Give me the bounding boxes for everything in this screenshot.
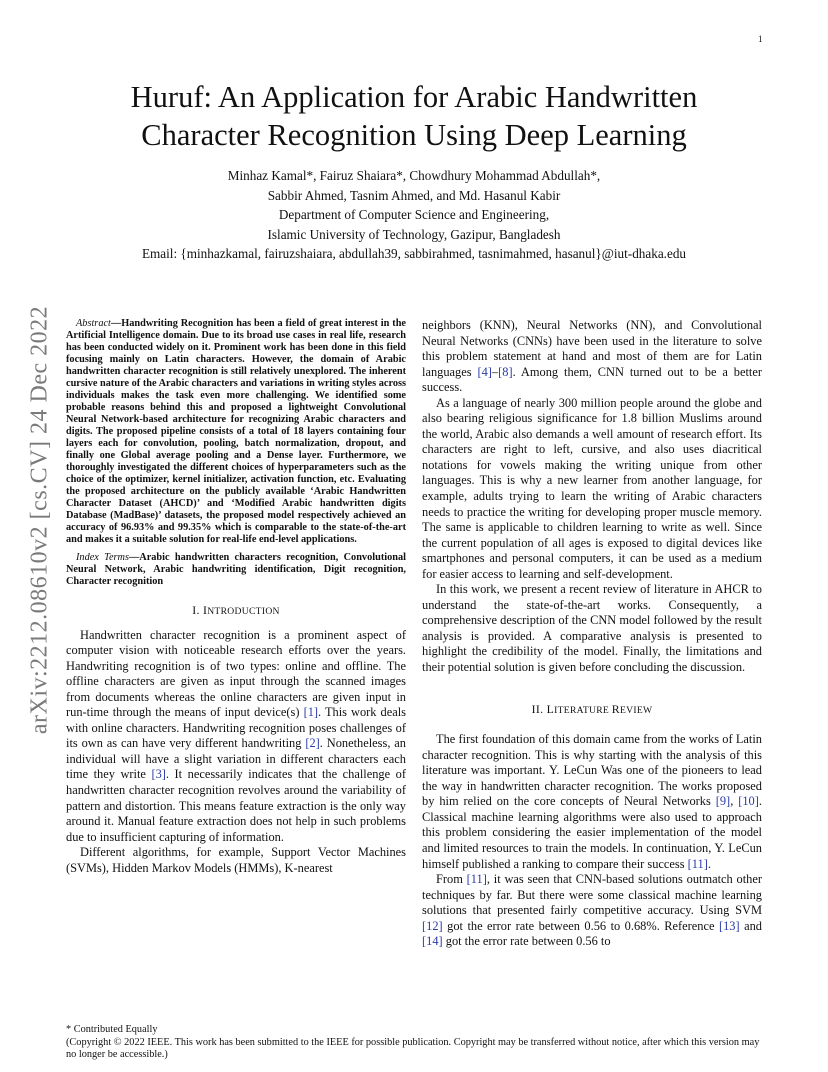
author-emails: Email: {minhazkamal, fairuzshaiara, abdullah39, sabbirahmed, tasnimahmed, hasanul}@iut-dhaka.edu — [141, 246, 687, 262]
right-column — [422, 318, 762, 950]
affiliation-university: Islamic University of Technology, Gazipur, Bangladesh — [267, 226, 561, 242]
footnote — [66, 1024, 762, 1062]
intro-paragraph-1: Handwritten character recognition is a prominent aspect of computer vision with noticeable research efforts over the years. Handwriting recognition is of two types: online and offline. The offline characters are given as input through the scanned images from documents whereas the online characters are given input in run-time through the means of input device(s) [1]. This work deals with online characters. Handwriting recognition poses challenges of its own as can have very different handwriting [2]. Nonetheless, an individual will have a slight variation in different characters each time they write [3]. It necessarily indicates that the challenge of handwritten character recognition revolves around the variability of pattern and distortion. This means feature extraction is the only way around it. Manual feature extraction does not help in such problems due to insufficient capturing of information. — [66, 627, 406, 844]
citation-link[interactable]: [1] — [303, 705, 319, 720]
literature-paragraph-1: The first foundation of this domain came from the works of Latin character recognition. This is why starting with the analysis of this literature was important. Y. LeCun Was one of the pioneers to lead the way in handwritten character recognition. The works proposed by him relied on the core concepts of Neural Networks [9], [10]. Classical machine learning algorithms were also used to approach this problem considering the easier implementation of the model and limited resources to train the models. In continuation, Y. LeCun himself published a ranking to compare their success [11]. — [422, 732, 762, 871]
affiliation-department: Department of Computer Science and Engineering, — [278, 207, 550, 223]
arxiv-id: arXiv:2212.08610v2 [cs.CV] 24 Dec 2022 — [26, 305, 53, 735]
author-block — [66, 166, 762, 264]
citation-link[interactable]: [11] — [687, 856, 708, 871]
left-column — [66, 318, 406, 876]
page-number: 1 — [758, 34, 763, 44]
citation-link[interactable]: [2] — [305, 736, 320, 751]
intro-paragraph-2-end: neighbors (KNN), Neural Networks (NN), and Convolutional Neural Networks (CNNs) have been used in the literature to solve this problem statement at hand and most of them are for Latin languages [4]–[8]. Among them, CNN turned out to be a better success. — [422, 318, 762, 395]
authors-line-2: Sabbir Ahmed, Tasnim Ahmed, and Md. Hasanul Kabir — [267, 187, 561, 203]
citation-link[interactable]: [10] — [738, 794, 759, 809]
title-line-2: Character Recognition Using Deep Learning — [141, 118, 687, 152]
citation-link[interactable]: [12] — [422, 918, 443, 933]
abstract — [66, 318, 406, 588]
intro-paragraph-2-start: Different algorithms, for example, Support Vector Machines (SVMs), Hidden Markov Models (HMMs), K-nearest — [66, 845, 406, 875]
index-terms-label: Index Terms — [76, 552, 129, 563]
arxiv-stamp — [20, 280, 60, 760]
citation-link[interactable]: [8] — [498, 364, 513, 379]
section-heading-literature-review: II. LITERATURE REVIEW — [531, 701, 653, 716]
citation-link[interactable]: [4] — [477, 364, 492, 379]
footnote-copyright: (Copyright © 2022 IEEE. This work has been submitted to the IEEE for possible publication. Copyright may be transferred without notice, after which this version may no longer be accessible.) — [66, 1036, 760, 1060]
section-heading-introduction: I. INTRODUCTION — [192, 603, 280, 617]
index-terms-text: —Arabic handwritten characters recognition, Convolutional Neural Network, Arabic handwriting identification, Digit recognition, Character recognition — [66, 552, 406, 587]
citation-link[interactable]: [11] — [466, 872, 487, 887]
citation-link[interactable]: [13] — [718, 918, 740, 933]
footnote-contributed-equally: * Contributed Equally — [66, 1024, 158, 1035]
literature-paragraph-2: From [11], it was seen that CNN-based solutions outmatch other techniques by far. But there were some classical machine learning solutions that presented fairly competitive accuracy. Using SVM [12] got the error rate between 0.56 to 0.68%. Reference [13] and [14] got the error rate between 0.56 to — [422, 872, 763, 949]
citation-link[interactable]: [9] — [715, 794, 731, 809]
authors-line-1: Minhaz Kamal*, Fairuz Shaiara*, Chowdhury Mohammad Abdullah*, — [227, 168, 601, 183]
abstract-text: —Handwriting Recognition has been a field of great interest in the Artificial Intelligence domain. Due to its broad use cases in real life, research has been conducted widely on it. Prominent work has been done in this field focusing mainly on Latin characters. However, the domain of Arabic handwritten character recognition is still relatively unexplored. The inherent cursive nature of the Arabic characters and variations in writing styles across individuals makes the task even more challenging. We identified some probable reasons behind this and proposed a lightweight Convolutional Neural Network-based architecture for recognizing Arabic characters and digits. The proposed pipeline consists of a total of 18 layers containing four layers each for convolution, pooling, batch normalization, dropout, and finally one Global average pooling and a Dense layer. Furthermore, we thoroughly investigated the different choices of hyperparameters such as the choice of the optimizer, kernel initializer, activation function, etc. Evaluating the proposed architecture on the publicly available ‘Arabic Handwritten Character Dataset (AHCD)’ and ‘Modified Arabic handwritten digits Database (MadBase)’ datasets, the proposed model respectively achieved an accuracy of 96.93% and 99.35% which is comparable to the state-of-the-art and makes it a suitable solution for real-life end-level applications. — [66, 318, 406, 545]
abstract-label: Abstract — [76, 318, 111, 329]
intro-paragraph-3: As a language of nearly 300 million people around the globe and also bearing religious significance for 1.8 billion Muslims around the world, Arabic also demands a well amount of research effort. Its characters are right to left, cursive, and also uses diacritical notations for vowels making the writing unique from other languages. This is why a new learner from another language, for example, adults trying to learn the writing of Arabic characters needs to practice the writing for developing proper muscle memory. The same is applicable to children learning to write as well. Since the current population of all ages is exposed to digital devices like smartphones and personal computers, it can be used as a medium for easier access to learning and self-development. — [422, 395, 762, 581]
intro-paragraph-4: In this work, we present a recent review of literature in AHCR to understand the state-of-the-art works. Consequently, a comprehensive description of the CNN model followed by the result analysis is provided. A comparative analysis is presented to highlight the credibility of the model. Finally, the limitations and their potential solution is given before concluding the discussion. — [422, 582, 762, 675]
paper-title — [66, 78, 762, 154]
title-line-1: Huruf: An Application for Arabic Handwritten — [130, 80, 698, 114]
citation-link[interactable]: [3] — [151, 767, 166, 782]
citation-link[interactable]: [14] — [422, 934, 443, 949]
